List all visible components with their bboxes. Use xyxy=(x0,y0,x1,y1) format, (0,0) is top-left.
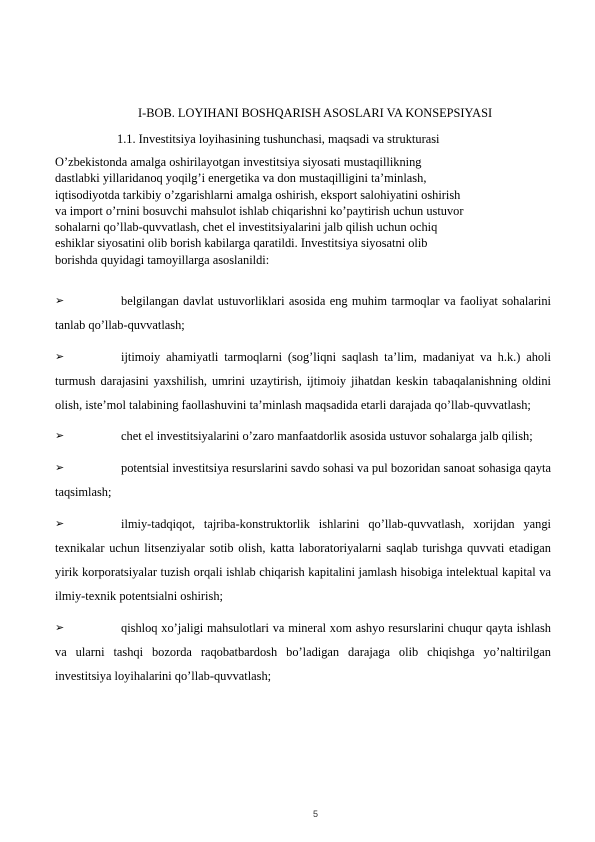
chapter-title: I-BOB. LOYIHANI BOSHQARISH ASOSLARI VA KONSEPSIYASI xyxy=(138,106,493,120)
arrow-bullet-icon: ➢ xyxy=(55,620,65,634)
intro-line: eshiklar siyosatini olib borish kabilarga qaratildi. Investitsiya siyosatni olib xyxy=(55,236,428,251)
intro-line: O’zbekistonda amalga oshirilayotgan investitsiya siyosati mustaqillikning xyxy=(55,155,422,169)
list-item xyxy=(55,424,551,448)
intro-line: dastlabki yillaridanoq yoqilg’i energetika va don mustaqilligini ta’minlash, xyxy=(55,171,427,186)
list-item-text: potentsial investitsiya resurslarini savdo sohasi va pul bozoridan sanoat sohasiga qayta taqsimlash; xyxy=(55,461,551,500)
list-item-text: qishloq xo’jaligi mahsulotlari va mineral xom ashyo resurslarini chuqur qayta ishlash va ularni tashqi bozorda raqobatbardosh bo’ladigan darajaga olib chiqishga yo’naltirilgan investitsiya loyihalarini qo’llab-quvvatlash; xyxy=(55,620,551,683)
list-item-text: ijtimoiy ahamiyatli tarmoqlarni (sog’liqni saqlash ta’lim, madaniyat va h.k.) aholi turmush darajasini yaxshilish, umrini uzaytirish, ijtimoiy jihatdan keskin tabaqalanishning oldini olish, iste’mol talabining faollashuvini ta’minlash maqsadida etarli darajada qo’llab-quvvatlash; xyxy=(55,349,551,412)
list-item xyxy=(55,289,551,337)
section-title: 1.1. Investitsiya loyihasining tushunchasi, maqsadi va strukturasi xyxy=(117,132,440,146)
list-item-text: chet el investitsiyalarini o’zaro manfaatdorlik asosida ustuvor sohalarga jalb qilish; xyxy=(121,429,533,444)
principles-list xyxy=(55,289,551,695)
intro-line: iqtisodiyotda tarkibiy o’zgarishlarni amalga oshirish, eksport salohiyatini oshirish xyxy=(55,187,461,202)
arrow-bullet-icon: ➢ xyxy=(55,461,65,475)
arrow-bullet-icon: ➢ xyxy=(55,429,65,443)
intro-paragraph xyxy=(55,154,525,268)
list-item-text: belgilangan davlat ustuvorliklari asosida eng muhim tarmoqlar va faoliyat sohalarini tanlab qo’llab-quvvatlash; xyxy=(55,294,551,333)
list-item xyxy=(55,512,551,608)
list-item xyxy=(55,345,551,417)
list-item-text: ilmiy-tadqiqot, tajriba-konstruktorlik ishlarini qo’llab-quvvatlash, xorijdan yangi texnikalar uchun litsenziyalar sotib olish, katta laboratoriyalarni saqlab turishga quvvati etadigan yirik korporatsiyalar tuzish orqali ishlab chiqarish kapitalini jamlash hisobiga intelektual kapital va ilmiy-texnik potentsialni oshirish; xyxy=(55,516,551,604)
intro-line: va import o’rnini bosuvchi mahsulot ishlab chiqarishni ko’paytirish uchun ustuvor xyxy=(55,203,464,218)
arrow-bullet-icon: ➢ xyxy=(55,516,65,530)
page-number: 5 xyxy=(313,809,319,819)
list-item xyxy=(55,616,551,688)
intro-line: borishda quyidagi tamoyillarga asoslanildi: xyxy=(55,252,270,267)
arrow-bullet-icon: ➢ xyxy=(55,294,65,307)
list-item xyxy=(55,456,551,504)
arrow-bullet-icon: ➢ xyxy=(55,349,65,363)
intro-line: sohalarni qo’llab-quvvatlash, chet el investitsiyalarini jalb qilish uchun ochiq xyxy=(55,220,438,235)
